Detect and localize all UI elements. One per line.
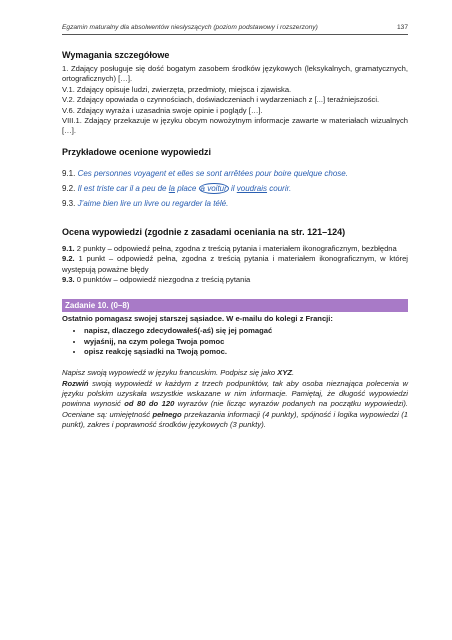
requirement-line: VIII.1. Zdający przekazuje w języku obcym nowożytnym informacje zawarte w materiałach wizualnych […].	[62, 116, 408, 136]
length-range: od 80 do 120	[124, 399, 175, 409]
task-title-bar: Zadanie 10. (0–8)	[62, 299, 408, 312]
example-text	[78, 183, 292, 194]
example-text-part: courir.	[267, 183, 292, 193]
scoring-text: 2 punkty – odpowiedź pełna, zgodna z treścią pytania i materiałem ikonograficznym, bezbłędna	[74, 243, 397, 253]
instruction-emphasis: pełnego	[152, 409, 182, 419]
task-bullets	[62, 326, 408, 358]
scoring-item	[62, 254, 408, 275]
example-text-part: il	[228, 183, 237, 193]
task-bullet: • napisz, dlaczego zdecydowałeś(-aś) się jej pomagać	[84, 326, 408, 337]
task-intro: Ostatnio pomagasz swojej starszej sąsiadce. W e-mailu do kolegi z Francji:	[62, 314, 333, 324]
instruction-text: przekazania informacji (4 punkty), spójność i logika wypowiedzi (1 punkt), zakres i poprawność środków językowych (3 punkty).	[62, 409, 408, 430]
scoring-text: 1 punkt – odpowiedź pełna, zgodna z treścią pytania i materiałem ikonograficznym, w której występują poważne błędy	[62, 254, 408, 274]
example-number: 9.1.	[62, 168, 76, 178]
instruction-emphasis: Rozwiń	[62, 378, 89, 388]
running-header	[62, 24, 408, 35]
example-answer	[62, 198, 408, 209]
error-circle: a voitur	[200, 183, 227, 193]
scoring-text: 0 punktów – odpowiedź niezgodna z treścią pytania	[74, 275, 251, 285]
scoring-number: 9.3.	[62, 275, 75, 285]
page-number: 137	[396, 24, 408, 31]
instruction-text: swoją wypowiedź w każdym z trzech podpunktów, tak aby osoba nieznająca polecenia w języku polskim uzyskała wszystkie wskazane w nim informacje. Pamiętaj, że długość wypowiedzi powinna wynosić	[62, 378, 408, 409]
example-text-part: place	[174, 183, 199, 193]
requirements-heading: Wymagania szczegółowe	[62, 50, 170, 60]
requirement-line: V.1. Zdający opisuje ludzi, zwierzęta, przedmioty, miejsca i zjawiska.	[62, 84, 292, 94]
example-number: 9.2.	[62, 183, 76, 193]
task-instruction	[62, 379, 408, 431]
error-underline: la	[168, 183, 175, 193]
example-answer	[62, 168, 408, 179]
error-underline: voudrais	[236, 183, 268, 193]
header-title: Egzamin maturalny dla absolwentów niesłyszących (poziom podstawowy i rozszerzony)	[62, 24, 318, 31]
scoring-item	[62, 244, 408, 254]
example-answer	[62, 183, 408, 194]
content	[62, 50, 408, 431]
instruction-text: .	[292, 368, 295, 378]
instruction-text: wyrazów (nie licząc wyrazów podanych na początku wypowiedzi). Oceniane są: umiejętność	[62, 399, 408, 419]
signature-code: XYZ	[277, 368, 293, 378]
requirement-line: V.6. Zdający wyraża i uzasadnia swoje opinie i poglądy […].	[62, 105, 263, 115]
scoring-item	[62, 275, 408, 285]
example-text-part: Il est triste car il a peu de	[77, 183, 169, 193]
example-text: Ces personnes voyagent et elles se sont arrêtées pour boire quelque chose.	[77, 168, 348, 178]
requirement-line: 1. Zdający posługuje się dość bogatym zasobem środków językowych (leksykalnych, gramatycznych, ortograficznych) […].	[62, 64, 408, 84]
task-bullet: • opisz reakcję sąsiadki na Twoją pomoc.	[84, 347, 408, 358]
example-number: 9.3.	[62, 198, 76, 208]
scoring-heading: Ocena wypowiedzi (zgodnie z zasadami oceniania na str. 121–124)	[62, 226, 346, 237]
requirement-line: V.2. Zdający opowiada o czynnościach, doświadczeniach i wydarzeniach z [...] teraźniejszości.	[62, 95, 380, 105]
scoring-number: 9.1.	[62, 243, 75, 253]
example-text: J’aime bien lire un livre ou regarder la télé.	[77, 198, 229, 208]
examples-heading: Przykładowe ocenione wypowiedzi	[62, 146, 212, 157]
scoring-number: 9.2.	[62, 254, 75, 264]
task-instruction	[62, 368, 408, 378]
task-bullet: • wyjaśnij, na czym polega Twoja pomoc	[84, 337, 408, 348]
instruction-text: Napisz swoją wypowiedź w języku francuskim. Podpisz się jako	[62, 368, 278, 378]
